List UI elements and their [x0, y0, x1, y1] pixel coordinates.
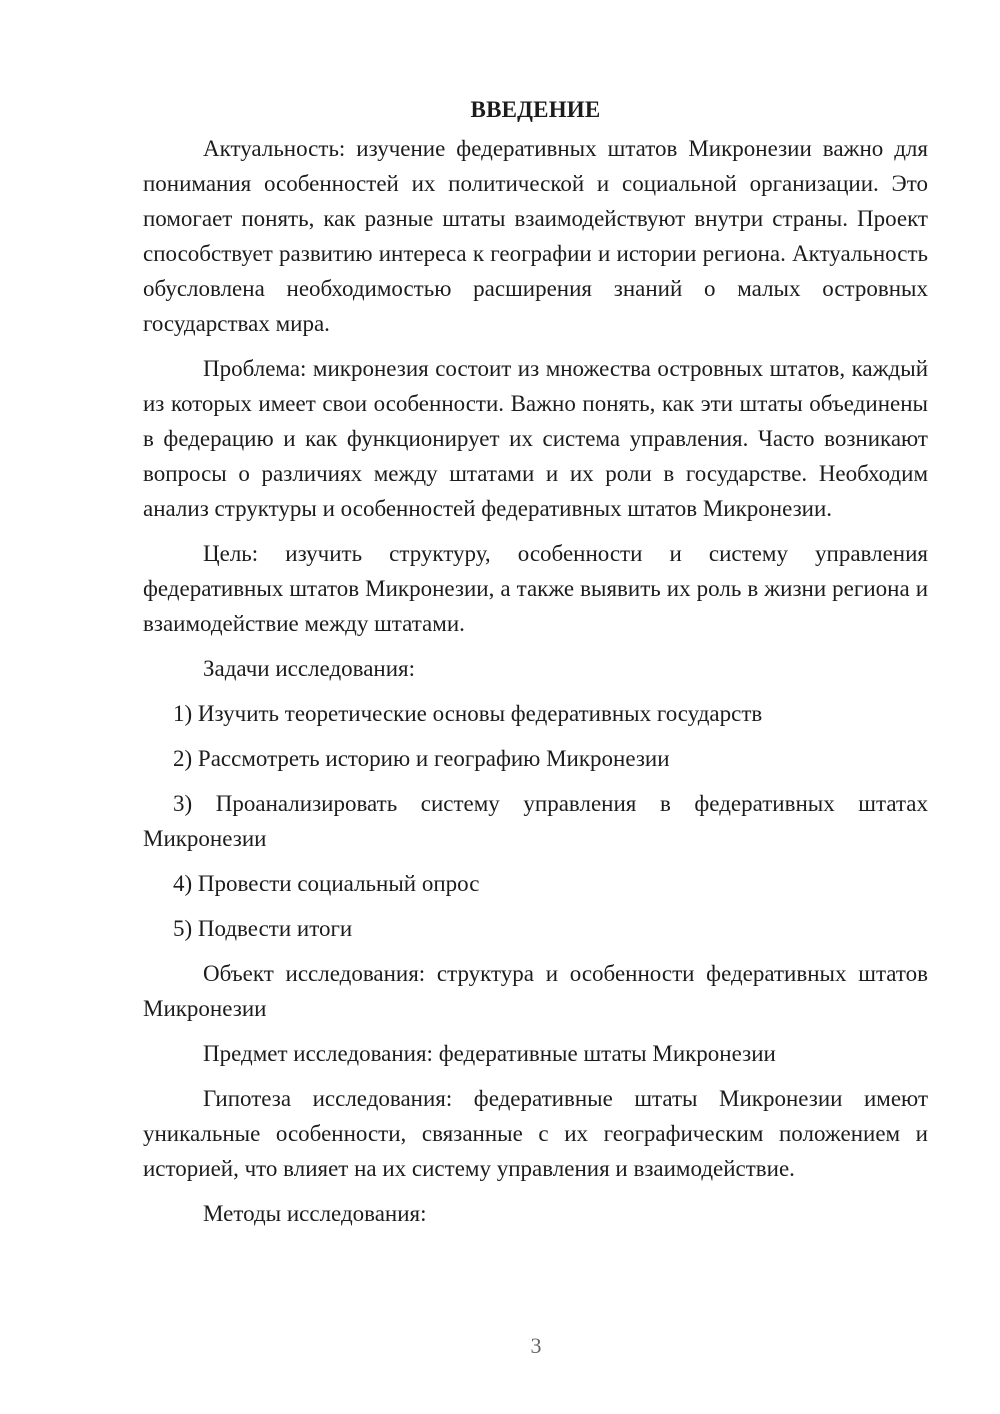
- problem-paragraph: Проблема: микронезия состоит из множества островных штатов, каждый из которых имеет свои особенности. Важно понять, как эти штаты объединены в федерацию и как функционирует их система управления. Часто возникают вопросы о различиях между штатами и их роли в государстве. Необходим анализ структуры и особенностей федеративных штатов Микронезии.: [143, 356, 928, 521]
- methods-heading: Методы исследования:: [203, 1201, 427, 1226]
- page-title: ВВЕДЕНИЕ: [470, 97, 601, 122]
- task-item-3: 3) Проанализировать систему управления в федеративных штатах Микронезии: [143, 791, 928, 851]
- task-item-1: 1) Изучить теоретические основы федеративных государств: [173, 701, 763, 726]
- hypothesis-paragraph: Гипотеза исследования: федеративные штаты Микронезии имеют уникальные особенности, связанные с их географическим положением и историей, что влияет на их систему управления и взаимодействие.: [143, 1086, 928, 1181]
- goal-paragraph: Цель: изучить структуру, особенности и систему управления федеративных штатов Микронезии, а также выявить их роль в жизни региона и взаимодействие между штатами.: [143, 541, 928, 636]
- document-page: [143, 92, 928, 1241]
- task-item-5: 5) Подвести итоги: [173, 916, 353, 941]
- task-item-2: 2) Рассмотреть историю и географию Микронезии: [173, 746, 670, 771]
- object-paragraph: Объект исследования: структура и особенности федеративных штатов Микронезии: [143, 961, 928, 1021]
- tasks-heading: Задачи исследования:: [203, 656, 416, 681]
- page-number: 3: [530, 1333, 542, 1358]
- relevance-paragraph: Актуальность: изучение федеративных штатов Микронезии важно для понимания особенностей их политической и социальной организации. Это помогает понять, как разные штаты взаимодействуют внутри страны. Проект способствует развитию интереса к географии и истории региона. Актуальность обусловлена необходимостью расширения знаний о малых островных государствах мира.: [143, 136, 928, 336]
- subject-paragraph: Предмет исследования: федеративные штаты Микронезии: [203, 1041, 776, 1066]
- task-item-4: 4) Провести социальный опрос: [173, 871, 480, 896]
